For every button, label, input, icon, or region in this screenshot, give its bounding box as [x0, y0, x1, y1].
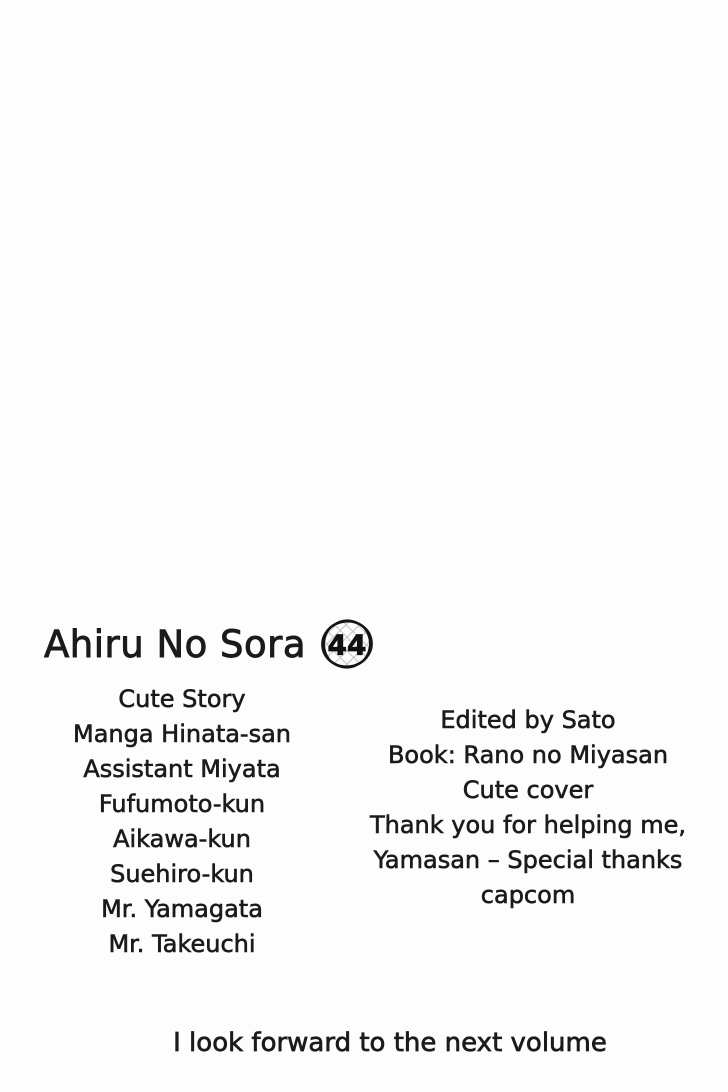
volume-badge-icon — [318, 616, 376, 672]
credit-line: Manga Hinata-san — [72, 720, 292, 748]
credit-line: Suehiro-kun — [110, 860, 254, 888]
title-row — [44, 616, 376, 672]
credit-line: Edited by Sato — [440, 706, 616, 734]
credit-line: Assistant Miyata — [83, 755, 281, 783]
credit-line: Fufumoto-kun — [98, 790, 266, 818]
closing-note: I look forward to the next volume — [173, 1028, 607, 1058]
credits-left-column — [32, 682, 332, 962]
credit-line: Cute cover — [462, 776, 594, 804]
credit-line: Book: Rano no Miyasan — [387, 741, 669, 769]
page-title: Ahiru No Sora — [44, 622, 307, 666]
credits-right-column — [338, 703, 718, 913]
credit-line: Yamasan – Special thanks — [373, 846, 683, 874]
volume-number: 44 — [327, 628, 367, 662]
credit-line: Mr. Yamagata — [101, 895, 263, 923]
credit-line: Thank you for helping me, — [369, 811, 687, 839]
credit-line: Aikawa-kun — [113, 825, 251, 853]
credit-line: Cute Story — [118, 685, 246, 713]
credit-line: Mr. Takeuchi — [108, 930, 256, 958]
credit-line: capcom — [480, 881, 576, 909]
